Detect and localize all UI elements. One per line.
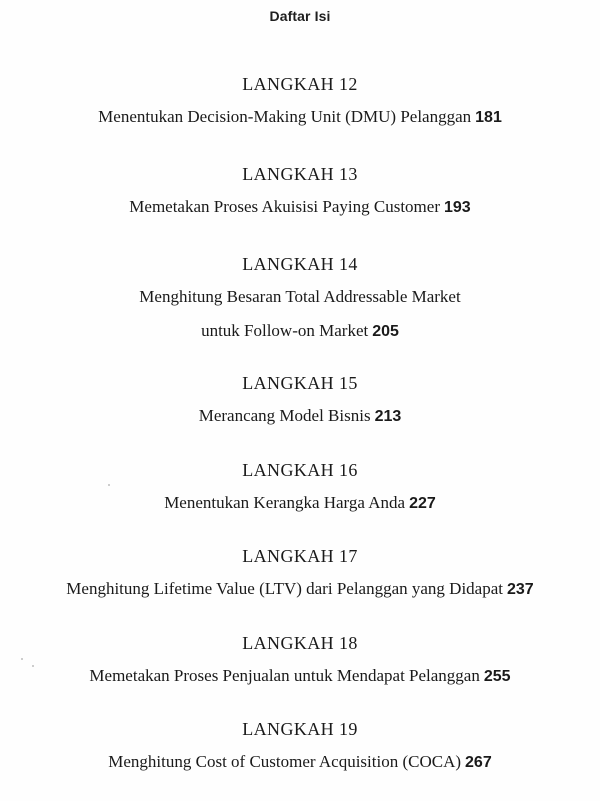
step-label: LANGKAH 15: [242, 373, 358, 393]
toc-entry: [10, 718, 590, 774]
entry-title: Menghitung Cost of Customer Acquisition (COCA): [108, 752, 462, 771]
page-number: 181: [475, 109, 502, 126]
entry-title: Merancang Model Bisnis: [198, 406, 371, 425]
step-label: LANGKAH 16: [242, 460, 358, 480]
page-number: 227: [409, 495, 436, 512]
toc-entry: [10, 545, 590, 601]
running-header: Daftar Isi: [269, 8, 331, 24]
entry-title-line: [10, 196, 590, 219]
entry-title: Menghitung Lifetime Value (LTV) dari Pelanggan yang Didapat: [66, 579, 503, 598]
toc-entry: [10, 253, 590, 343]
entry-title-line: [10, 492, 590, 515]
toc-entry: [10, 372, 590, 428]
step-label: LANGKAH 12: [242, 74, 358, 94]
entry-title-line: [10, 320, 590, 343]
entry-title-line: [10, 578, 590, 601]
entry-title: Menentukan Decision-Making Unit (DMU) Pelanggan: [98, 107, 472, 126]
entry-title-line: [10, 405, 590, 428]
entry-title: Menghitung Besaran Total Addressable Market: [139, 287, 461, 306]
entry-title-continued: untuk Follow-on Market: [201, 321, 369, 340]
entry-title: Memetakan Proses Penjualan untuk Mendapat Pelanggan: [89, 666, 480, 685]
scan-speck: [21, 658, 23, 660]
step-label: LANGKAH 13: [242, 164, 358, 184]
page-number: 205: [372, 323, 399, 340]
scan-speck: [32, 665, 34, 667]
entry-title: Memetakan Proses Akuisisi Paying Customer: [129, 197, 440, 216]
page-number: 193: [444, 199, 471, 216]
entry-title-line: [10, 665, 590, 688]
entry-title-line: [10, 751, 590, 774]
page-number: 237: [507, 581, 534, 598]
entry-title: Menentukan Kerangka Harga Anda: [164, 493, 406, 512]
toc-entry: [10, 459, 590, 515]
page-number: 213: [374, 408, 402, 425]
entry-title-line: [10, 286, 590, 308]
toc-entry: [10, 632, 590, 688]
toc-entry: [10, 73, 590, 129]
toc-entry: [10, 163, 590, 219]
entry-title-line: [10, 106, 590, 129]
scan-speck: [108, 484, 110, 486]
page-number: 267: [465, 754, 492, 771]
step-label: LANGKAH 18: [242, 633, 358, 653]
step-label: LANGKAH 14: [242, 254, 358, 274]
step-label: LANGKAH 19: [242, 719, 358, 739]
page-number: 255: [483, 668, 511, 685]
step-label: LANGKAH 17: [242, 546, 358, 566]
